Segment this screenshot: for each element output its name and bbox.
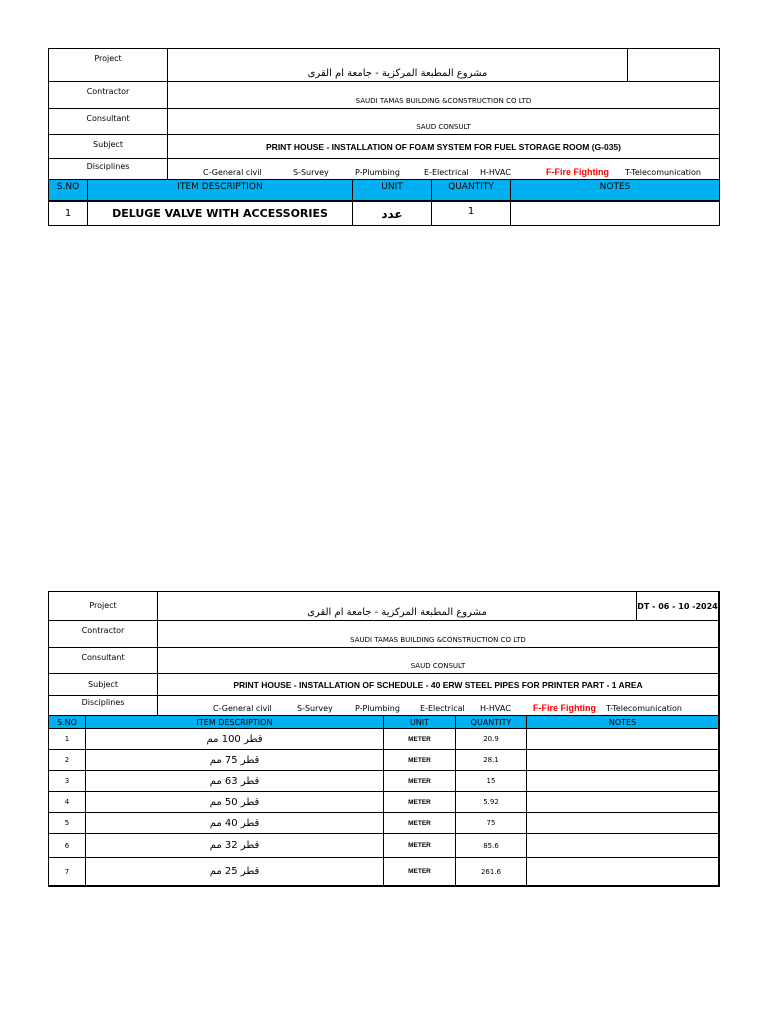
items-body [49, 729, 718, 885]
disciplines-row [49, 696, 718, 716]
row-sno: 6 [49, 834, 86, 857]
row-qty: 75 [456, 813, 527, 833]
consultant-label: Consultant [49, 648, 158, 673]
column-header-row [49, 180, 719, 202]
row-qty: 28.1 [456, 750, 527, 770]
row-unit: عدد [353, 202, 432, 225]
subject-label: Subject [49, 135, 168, 158]
consultant-row [49, 648, 718, 674]
row-sno: 3 [49, 771, 86, 791]
discipline-fire-fighting: F-Fire Fighting [546, 167, 609, 177]
row-qty: 15 [456, 771, 527, 791]
row-qty: 5.92 [456, 792, 527, 812]
row-qty: 261.6 [456, 858, 527, 885]
row-notes [527, 813, 718, 833]
row-unit: METER [384, 750, 456, 770]
contractor-value: SAUDI TAMAS BUILDING &CONSTRUCTION CO LTD [355, 97, 532, 105]
contractor-row [49, 621, 718, 648]
header-item: ITEM DESCRIPTION [88, 180, 353, 200]
row-sno: 4 [49, 792, 86, 812]
row-qty: 20.9 [456, 729, 527, 749]
row-item: قطر 63 مم [86, 771, 384, 791]
disciplines-row [49, 159, 719, 180]
row-sno: 7 [49, 858, 86, 885]
subject-row [49, 674, 718, 696]
project-value: مشروع المطبعة المركزية - جامعة ام القرى [307, 607, 487, 618]
row-notes [527, 729, 718, 749]
project-value: مشروع المطبعة المركزية - جامعة ام القرى [168, 49, 628, 81]
discipline-electrical: E-Electrical [424, 168, 469, 177]
table-row [49, 750, 718, 771]
table-row [49, 792, 718, 813]
date-cell: DT - 06 - 10 -2024 [636, 592, 718, 620]
header-sno: S.NO [49, 180, 88, 200]
column-header-row [49, 716, 718, 729]
consultant-value: SAUD CONSULT [416, 123, 471, 131]
row-sno: 2 [49, 750, 86, 770]
row-unit: METER [384, 771, 456, 791]
discipline-hvac: H-HVAC [480, 168, 511, 177]
discipline-plumbing: P-Plumbing [355, 168, 400, 177]
discipline-hvac: H-HVAC [480, 704, 511, 713]
consultant-row [49, 109, 719, 135]
header-qty: QUANTITY [456, 716, 527, 728]
header-notes: NOTES [599, 182, 631, 192]
row-item: قطر 100 مم [86, 729, 384, 749]
row-sno: 5 [49, 813, 86, 833]
discipline-telecom: T-Telecomunication [625, 168, 701, 177]
table-row [49, 813, 718, 834]
table-row [49, 858, 718, 885]
table-row [49, 202, 719, 225]
row-notes [527, 771, 718, 791]
header-unit: UNIT [384, 716, 456, 728]
table-row [49, 729, 718, 750]
discipline-telecom: T-Telecomunication [606, 704, 682, 713]
discipline-survey: S-Survey [293, 168, 329, 177]
header-qty: QUANTITY [432, 180, 511, 200]
subject-row [49, 135, 719, 159]
row-unit: METER [384, 858, 456, 885]
row-item: قطر 75 مم [86, 750, 384, 770]
row-qty: 85.6 [456, 834, 527, 857]
project-label: Project [49, 592, 158, 620]
row-unit: METER [384, 729, 456, 749]
row-qty: 1 [432, 202, 511, 225]
header-item: ITEM DESCRIPTION [86, 716, 384, 728]
disciplines-list [158, 696, 718, 715]
project-row [49, 592, 718, 621]
row-unit: METER [384, 792, 456, 812]
discipline-survey: S-Survey [297, 704, 333, 713]
row-notes [511, 202, 719, 225]
table-row [49, 771, 718, 792]
row-unit: METER [384, 834, 456, 857]
subject-value: PRINT HOUSE - INSTALLATION OF FOAM SYSTEM FOR FUEL STORAGE ROOM (G-035) [266, 141, 621, 152]
discipline-plumbing: P-Plumbing [355, 704, 400, 713]
subject-value: PRINT HOUSE - INSTALLATION OF SCHEDULE - 40 ERW STEEL PIPES FOR PRINTER PART - 1 AREA [233, 679, 643, 690]
disciplines-list [168, 159, 719, 179]
boq-sheet-2 [48, 591, 720, 887]
project-row [49, 49, 719, 82]
date-cell [628, 49, 719, 81]
header-sno: S.NO [49, 716, 86, 728]
row-notes [527, 834, 718, 857]
row-item: قطر 25 مم [86, 858, 384, 885]
discipline-fire-fighting: F-Fire Fighting [533, 703, 596, 713]
row-item: قطر 50 مم [86, 792, 384, 812]
contractor-label: Contractor [49, 621, 158, 647]
row-sno: 1 [49, 729, 86, 749]
row-item: قطر 40 مم [86, 813, 384, 833]
row-item: DELUGE VALVE WITH ACCESSORIES [88, 202, 353, 225]
row-notes [527, 858, 718, 885]
project-label: Project [49, 49, 168, 81]
discipline-electrical: E-Electrical [420, 704, 465, 713]
contractor-value: SAUDI TAMAS BUILDING &CONSTRUCTION CO LTD [350, 636, 526, 644]
disciplines-label: Disciplines [49, 159, 168, 179]
row-sno: 1 [49, 202, 88, 225]
discipline-civil: C-General civil [203, 168, 262, 177]
header-notes: NOTES [608, 717, 637, 727]
header-unit: UNIT [353, 180, 432, 200]
contractor-label: Contractor [49, 82, 168, 108]
discipline-civil: C-General civil [213, 704, 272, 713]
consultant-label: Consultant [49, 109, 168, 134]
disciplines-label: Disciplines [49, 696, 158, 715]
table-row [49, 834, 718, 858]
subject-label: Subject [49, 674, 158, 695]
row-notes [527, 750, 718, 770]
boq-sheet-1 [48, 48, 720, 226]
contractor-row [49, 82, 719, 109]
row-unit: METER [384, 813, 456, 833]
consultant-value: SAUD CONSULT [410, 662, 466, 670]
row-item: قطر 32 مم [86, 834, 384, 857]
row-notes [527, 792, 718, 812]
